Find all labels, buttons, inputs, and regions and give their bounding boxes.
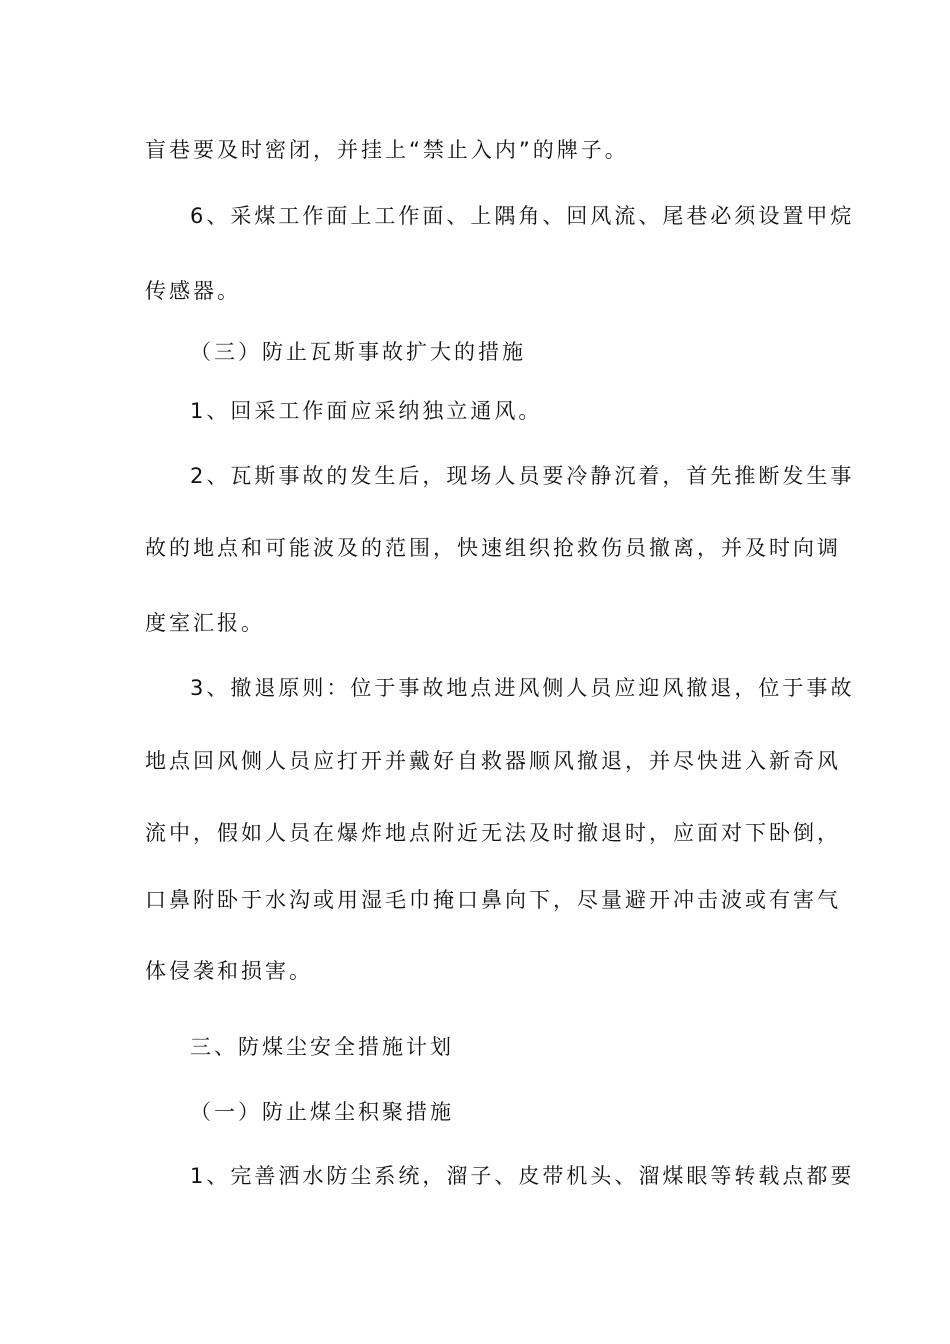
section-heading: 三、防煤尘安全措施计划 <box>190 1035 454 1059</box>
text-line: 度室汇报。 <box>145 611 265 635</box>
text-line: 3、撤退原则：位于事故地点进风侧人员应迎风撤退，位于事故 <box>190 676 855 700</box>
text-line: 盲巷要及时密闭，并挂上“禁止入内”的牌子。 <box>145 138 629 162</box>
text-line: 6、采煤工作面上工作面、上隅角、回风流、尾巷必须设置甲烷 <box>190 204 855 228</box>
text-line: 口鼻附卧于水沟或用湿毛巾掩口鼻向下，尽量避开冲击波或有害气 <box>145 888 841 912</box>
section-heading: （三）防止瓦斯事故扩大的措施 <box>190 340 526 364</box>
text-line: 流中，假如人员在爆炸地点附近无法及时撤退时，应面对下卧倒， <box>145 821 841 845</box>
text-line: 1、回采工作面应采纳独立通风。 <box>190 399 543 423</box>
text-line: 地点回风侧人员应打开并戴好自救器顺风撤退，并尽快进入新奇风 <box>145 749 841 773</box>
text-line: 1、完善洒水防尘系统，溜子、皮带机头、溜煤眼等转载点都要 <box>190 1164 855 1188</box>
text-line: 传感器。 <box>145 279 241 303</box>
text-line: 体侵袭和损害。 <box>145 959 313 983</box>
section-heading: （一）防止煤尘积聚措施 <box>190 1100 454 1124</box>
text-line: 2、瓦斯事故的发生后，现场人员要冷静沉着，首先推断发生事 <box>190 464 855 488</box>
text-line: 故的地点和可能波及的范围，快速组织抢救伤员撤离，并及时向调 <box>145 536 841 560</box>
